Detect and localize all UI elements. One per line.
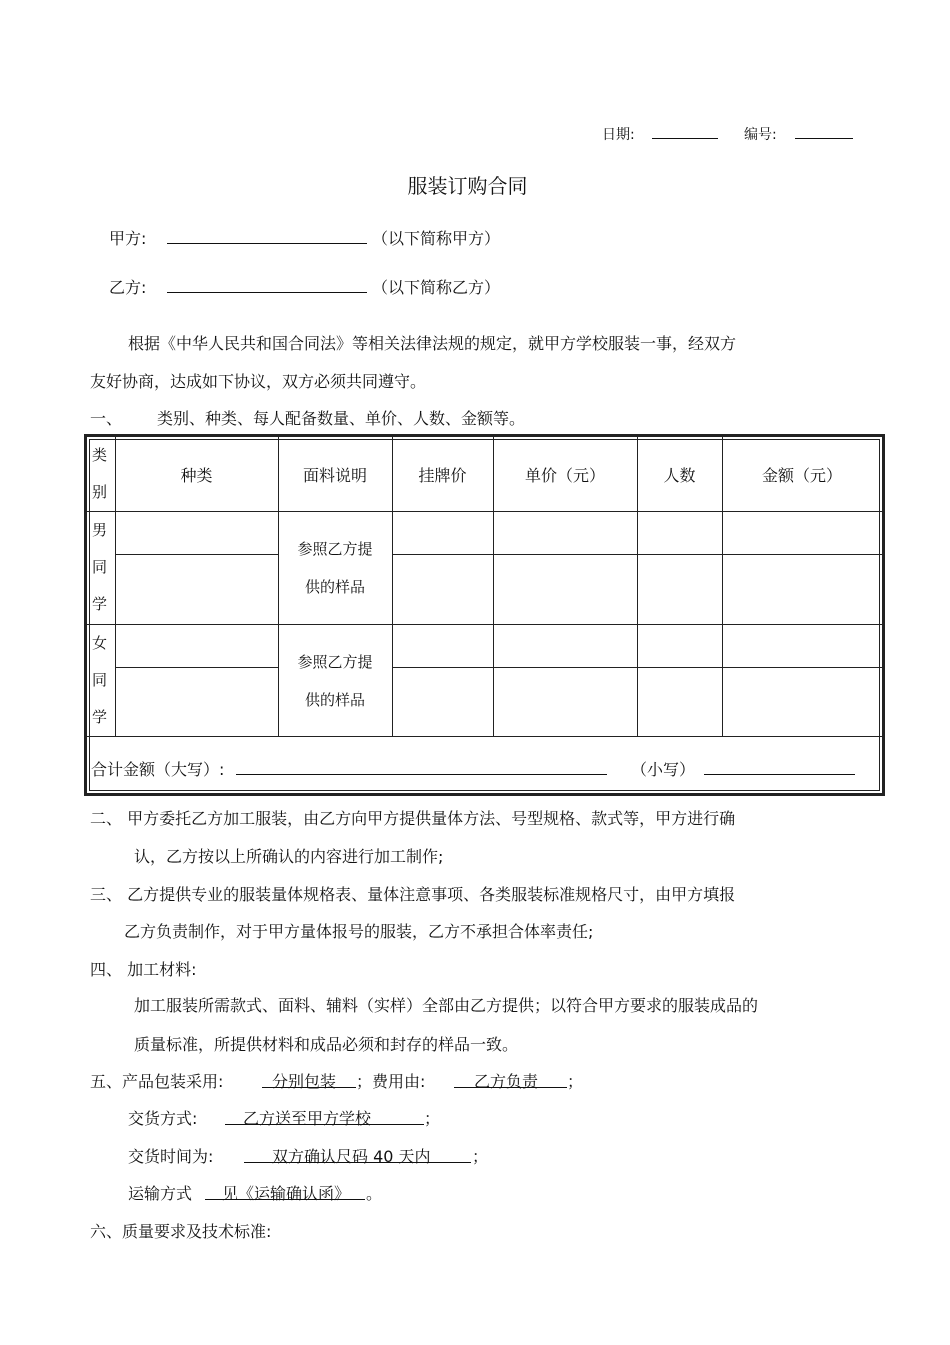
number-label: 编号: xyxy=(744,127,777,143)
cost-value: 乙方负责 xyxy=(474,1072,539,1091)
header-category xyxy=(92,437,110,511)
order-table-inner xyxy=(89,439,880,791)
party-a-field[interactable] xyxy=(167,243,367,244)
table-hline xyxy=(115,667,278,668)
table-hline xyxy=(87,624,882,625)
party-b-suffix: （以下简称乙方） xyxy=(372,278,501,297)
table-hline xyxy=(115,554,278,555)
party-b-label: 乙方: xyxy=(109,278,147,297)
intro-line-1: 根据《中华人民共和国合同法》等相关法律法规的规定，就甲方学校服装一事，经双方 xyxy=(128,334,737,353)
total-lowercase-field[interactable] xyxy=(704,774,855,775)
header-unit-price: 单价（元） xyxy=(524,466,605,485)
table-hline xyxy=(87,511,882,512)
category-male-char: 男 xyxy=(92,521,108,539)
header-category-char: 别 xyxy=(92,483,108,501)
transport-period: 。 xyxy=(366,1184,383,1203)
fabric-note-male-1: 参照乙方提 xyxy=(297,540,373,558)
packaging-label: 五、产品包装采用: xyxy=(90,1072,224,1091)
delivery-time-value: 双方确认尺码 40 天内 xyxy=(272,1147,431,1166)
header-headcount: 人数 xyxy=(663,466,696,485)
total-uppercase-label: 合计金额（大写）: xyxy=(91,760,225,779)
transport-value: 见《运输确认函》 xyxy=(222,1184,351,1203)
category-male-char: 学 xyxy=(92,595,108,613)
header-type: 种类 xyxy=(180,466,213,485)
date-field[interactable] xyxy=(652,138,718,139)
header-amount: 金额（元） xyxy=(761,466,842,485)
delivery-time-semicolon: ； xyxy=(472,1147,489,1166)
intro-line-2: 友好协商，达成如下协议，双方必须共同遵守。 xyxy=(90,372,427,391)
table-hline xyxy=(392,667,882,668)
party-b-field[interactable] xyxy=(167,292,367,293)
cost-label: ；费用由: xyxy=(356,1072,426,1091)
header-category-char: 类 xyxy=(92,446,108,464)
category-female-char: 女 xyxy=(92,634,108,652)
order-table xyxy=(84,434,885,796)
category-female-char: 学 xyxy=(92,708,108,726)
section-1-text: 类别、种类、每人配备数量、单价、人数、金额等。 xyxy=(157,409,526,428)
party-a-label: 甲方: xyxy=(109,229,147,248)
section-3-line-2: 乙方负责制作，对于甲方量体报号的服装，乙方不承担合体率责任; xyxy=(124,922,594,941)
section-4-line-2: 质量标准，所提供材料和成品必须和封存的样品一致。 xyxy=(134,1035,519,1054)
fabric-note-female-2: 供的样品 xyxy=(304,691,365,709)
section-4-title: 四、 加工材料: xyxy=(90,960,197,979)
date-label: 日期: xyxy=(602,127,635,143)
delivery-method-label: 交货方式: xyxy=(128,1109,198,1128)
header-tag-price: 挂牌价 xyxy=(418,466,467,485)
section-2-line-2: 认，乙方按以上所确认的内容进行加工制作; xyxy=(134,847,444,866)
cost-semicolon: ； xyxy=(567,1072,584,1091)
category-male xyxy=(92,512,110,623)
party-a-suffix: （以下简称甲方） xyxy=(372,229,501,248)
fabric-note-female-1: 参照乙方提 xyxy=(297,653,373,671)
table-hline xyxy=(87,736,882,737)
section-3-line-1: 三、 乙方提供专业的服装量体规格表、量体注意事项、各类服装标准规格尺寸，由甲方填报 xyxy=(90,885,736,904)
table-hline xyxy=(392,554,882,555)
fabric-note-male-2: 供的样品 xyxy=(304,578,365,596)
number-field[interactable] xyxy=(795,138,853,139)
delivery-method-value: 乙方送至甲方学校 xyxy=(243,1109,372,1128)
header-fabric: 面料说明 xyxy=(302,466,367,485)
total-uppercase-field[interactable] xyxy=(236,774,607,775)
delivery-method-semicolon: ； xyxy=(424,1109,441,1128)
delivery-time-label: 交货时间为: xyxy=(128,1147,214,1166)
document-title: 服装订购合同 xyxy=(407,174,528,198)
category-female xyxy=(92,625,110,736)
section-4-line-1: 加工服装所需款式、面料、辅料（实样）全部由乙方提供；以符合甲方要求的服装成品的 xyxy=(134,996,759,1015)
section-6-title: 六、质量要求及技术标准: xyxy=(90,1222,272,1241)
section-2-line-1: 二、 甲方委托乙方加工服装，由乙方向甲方提供量体方法、号型规格、款式等，甲方进行确 xyxy=(90,809,736,828)
total-lowercase-label: （小写） xyxy=(631,760,696,779)
category-male-char: 同 xyxy=(92,558,108,576)
transport-label: 运输方式 xyxy=(128,1184,193,1203)
packaging-value: 分别包装 xyxy=(272,1072,337,1091)
category-female-char: 同 xyxy=(92,671,108,689)
section-1-number: 一、 xyxy=(90,409,123,428)
